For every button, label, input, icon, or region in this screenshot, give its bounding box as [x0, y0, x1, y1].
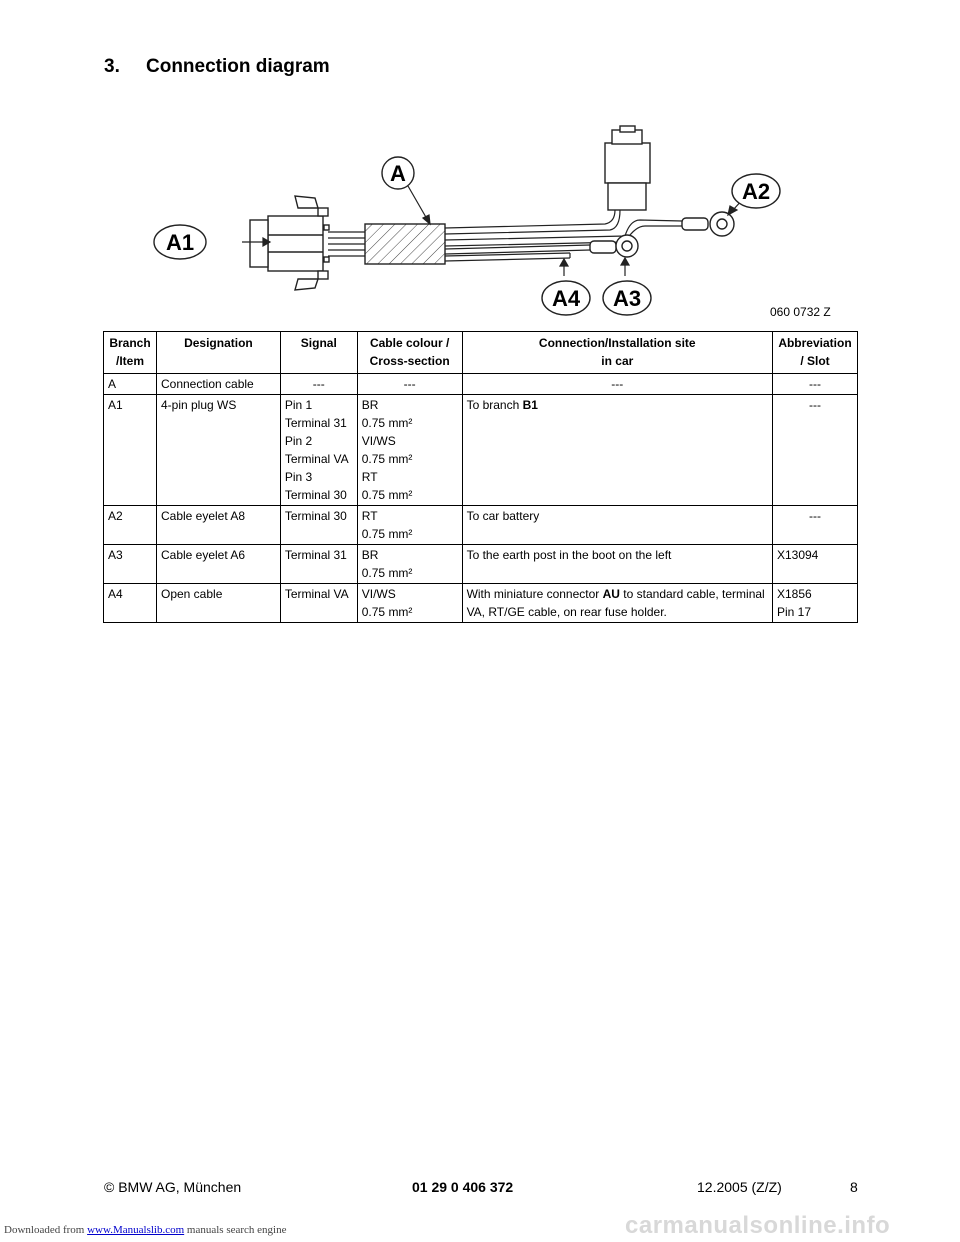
- header-signal: Signal: [280, 332, 357, 374]
- footer-doc-number: 01 29 0 406 372: [412, 1179, 514, 1195]
- branch-ref: B1: [522, 398, 538, 412]
- cell-designation: Cable eyelet A6: [156, 545, 280, 584]
- connector-ref: AU: [602, 587, 620, 601]
- label-a2: A2: [741, 179, 771, 204]
- eyelet-a2-shape: [682, 212, 734, 236]
- label-a4: A4: [551, 286, 581, 311]
- header-cable: Cable colour / Cross-section: [357, 332, 462, 374]
- cell-signal: ---: [280, 374, 357, 395]
- footer-copyright: © BMW AG, München: [104, 1179, 242, 1195]
- cell-connection: To car battery: [462, 506, 772, 545]
- cell-designation: Open cable: [156, 584, 280, 623]
- cell-cable: BR 0.75 mm² VI/WS 0.75 mm² RT 0.75 mm²: [357, 395, 462, 506]
- section-number: 3.: [104, 56, 120, 77]
- cell-connection: To the earth post in the boot on the left: [462, 545, 772, 584]
- section-title: [104, 56, 330, 78]
- cell-signal: Terminal 30: [280, 506, 357, 545]
- figure-code: 060 0732 Z: [770, 305, 831, 319]
- table-row: [104, 545, 858, 584]
- footer-page-number: 8: [850, 1179, 858, 1195]
- cell-branch: A2: [104, 506, 157, 545]
- download-bar: Downloaded from www.Manualslib.com manuals search engine: [4, 1224, 287, 1236]
- header-abbreviation: Abbreviation / Slot: [772, 332, 857, 374]
- cell-branch: A1: [104, 395, 157, 506]
- connection-diagram: [150, 118, 860, 328]
- cell-branch: A4: [104, 584, 157, 623]
- cable-sleeve-shape: [365, 224, 445, 264]
- cell-cable: ---: [357, 374, 462, 395]
- table-header-row: [104, 332, 858, 374]
- cell-abbreviation: ---: [772, 374, 857, 395]
- eyelet-a3-shape: [590, 235, 638, 257]
- wire-bundle-left: [328, 232, 365, 256]
- cell-connection: To branch B1: [462, 395, 772, 506]
- top-connector-shape: [605, 126, 650, 210]
- cell-designation: Cable eyelet A8: [156, 506, 280, 545]
- cell-abbreviation: X13094: [772, 545, 857, 584]
- table-row: [104, 395, 858, 506]
- label-a1: A1: [165, 230, 195, 255]
- cell-designation: Connection cable: [156, 374, 280, 395]
- table-row: [104, 374, 858, 395]
- label-badges: [154, 157, 780, 315]
- section-title-text: Connection diagram: [146, 56, 330, 77]
- cell-abbreviation: ---: [772, 395, 857, 506]
- plug-a1-shape: [250, 196, 329, 290]
- label-a3: A3: [612, 286, 642, 311]
- cell-designation: 4-pin plug WS: [156, 395, 280, 506]
- cell-cable: RT 0.75 mm²: [357, 506, 462, 545]
- cell-signal: Pin 1 Terminal 31 Pin 2 Terminal VA Pin 3 Terminal 30: [280, 395, 357, 506]
- header-connection: Connection/Installation site in car: [462, 332, 772, 374]
- cell-cable: VI/WS 0.75 mm²: [357, 584, 462, 623]
- table-row: [104, 506, 858, 545]
- connection-diagram-drawing: [150, 118, 860, 328]
- cell-signal: Terminal VA: [280, 584, 357, 623]
- cell-cable: BR 0.75 mm²: [357, 545, 462, 584]
- manualslib-link[interactable]: www.Manualslib.com: [87, 1224, 185, 1236]
- cell-signal: Terminal 31: [280, 545, 357, 584]
- cell-abbreviation: X1856 Pin 17: [772, 584, 857, 623]
- label-a: A: [390, 161, 406, 186]
- cell-branch: A: [104, 374, 157, 395]
- header-branch: Branch /Item: [104, 332, 157, 374]
- header-designation: Designation: [156, 332, 280, 374]
- cell-connection: ---: [462, 374, 772, 395]
- watermark: carmanualsonline.info: [625, 1212, 891, 1239]
- wire-bundle-right: [445, 210, 682, 261]
- footer-date: 12.2005 (Z/Z): [697, 1179, 782, 1195]
- cell-branch: A3: [104, 545, 157, 584]
- connection-table: [103, 331, 858, 623]
- cell-abbreviation: ---: [772, 506, 857, 545]
- table-row: [104, 584, 858, 623]
- cell-connection: With miniature connector AU to standard cable, terminal VA, RT/GE cable, on rear fuse holder.: [462, 584, 772, 623]
